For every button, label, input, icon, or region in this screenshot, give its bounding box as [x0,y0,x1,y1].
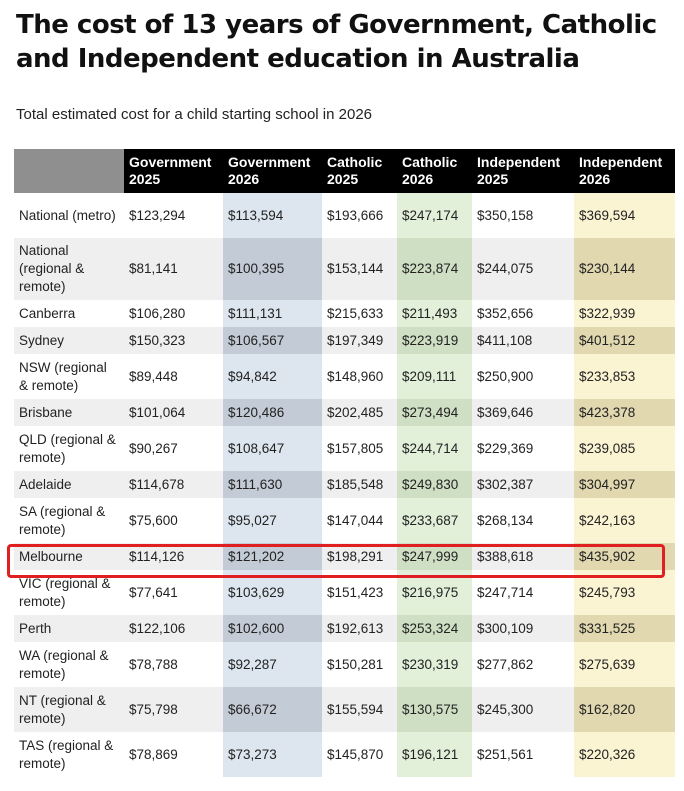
cost-cell: $92,287 [223,642,322,687]
cost-cell: $423,378 [574,399,675,426]
table-row [14,193,675,238]
cost-cell: $113,594 [223,193,322,238]
region-cell: NSW (regional & remote) [14,354,124,399]
table-row [14,615,675,642]
table-row [14,327,675,354]
region-cell: SA (regional & remote) [14,498,124,543]
cost-cell: $66,672 [223,687,322,732]
cost-cell: $95,027 [223,498,322,543]
header-government-2025: Government 2025 [124,149,223,193]
cost-cell: $352,656 [472,300,574,327]
region-cell: WA (regional & remote) [14,642,124,687]
cost-cell: $75,798 [124,687,223,732]
page-subtitle: Total estimated cost for a child starting school in 2026 [16,106,373,123]
cost-cell: $106,280 [124,300,223,327]
region-cell: Adelaide [14,471,124,498]
cost-cell: $114,678 [124,471,223,498]
table-row [14,426,675,471]
cost-cell: $148,960 [322,354,397,399]
cost-cell: $275,639 [574,642,675,687]
cost-cell: $223,874 [397,238,472,300]
cost-cell: $77,641 [124,570,223,615]
cost-cell: $130,575 [397,687,472,732]
cost-cell: $233,687 [397,498,472,543]
cost-cell: $247,714 [472,570,574,615]
cost-cell: $150,323 [124,327,223,354]
region-cell: NT (regional & remote) [14,687,124,732]
cost-cell: $89,448 [124,354,223,399]
cost-cell: $253,324 [397,615,472,642]
cost-cell: $247,999 [397,543,472,570]
cost-cell: $233,853 [574,354,675,399]
table-row [14,498,675,543]
cost-cell: $239,085 [574,426,675,471]
cost-cell: $242,163 [574,498,675,543]
cost-cell: $122,106 [124,615,223,642]
header-independent-2026: Independent 2026 [574,149,675,193]
cost-cell: $273,494 [397,399,472,426]
cost-cell: $153,144 [322,238,397,300]
header-catholic-2025: Catholic 2025 [322,149,397,193]
table-row [14,399,675,426]
cost-cell: $245,300 [472,687,574,732]
cost-cell: $120,486 [223,399,322,426]
cost-cell: $229,369 [472,426,574,471]
table-row [14,543,675,570]
cost-cell: $151,423 [322,570,397,615]
cost-cell: $401,512 [574,327,675,354]
region-cell: Melbourne [14,543,124,570]
page-title: The cost of 13 years of Government, Catholic and Independent education in Australia [16,10,657,74]
cost-cell: $102,600 [223,615,322,642]
cost-cell: $147,044 [322,498,397,543]
cost-cell: $350,158 [472,193,574,238]
cost-cell: $245,793 [574,570,675,615]
cost-cell: $157,805 [322,426,397,471]
cost-cell: $114,126 [124,543,223,570]
cost-cell: $81,141 [124,238,223,300]
region-cell: National (regional & remote) [14,238,124,300]
cost-cell: $198,291 [322,543,397,570]
cost-cell: $300,109 [472,615,574,642]
cost-cell: $78,788 [124,642,223,687]
cost-cell: $150,281 [322,642,397,687]
cost-cell: $331,525 [574,615,675,642]
cost-cell: $244,714 [397,426,472,471]
cost-cell: $215,633 [322,300,397,327]
region-cell: Sydney [14,327,124,354]
cost-cell: $192,613 [322,615,397,642]
cost-cell: $230,319 [397,642,472,687]
cost-cell: $435,902 [574,543,675,570]
cost-table [14,149,675,777]
cost-cell: $106,567 [223,327,322,354]
cost-cell: $108,647 [223,426,322,471]
region-cell: Perth [14,615,124,642]
cost-cell: $162,820 [574,687,675,732]
region-cell: National (metro) [14,193,124,238]
region-cell: Brisbane [14,399,124,426]
cost-cell: $268,134 [472,498,574,543]
cost-cell: $197,349 [322,327,397,354]
cost-cell: $75,600 [124,498,223,543]
region-cell: Canberra [14,300,124,327]
cost-cell: $202,485 [322,399,397,426]
cost-cell: $100,395 [223,238,322,300]
cost-cell: $90,267 [124,426,223,471]
table-row [14,687,675,732]
cost-cell: $78,869 [124,732,223,777]
cost-cell: $103,629 [223,570,322,615]
cost-cell: $220,326 [574,732,675,777]
cost-cell: $196,121 [397,732,472,777]
cost-cell: $230,144 [574,238,675,300]
cost-cell: $101,064 [124,399,223,426]
cost-cell: $73,273 [223,732,322,777]
table-row [14,471,675,498]
cost-cell: $302,387 [472,471,574,498]
region-cell: VIC (regional & remote) [14,570,124,615]
cost-cell: $193,666 [322,193,397,238]
header-government-2026: Government 2026 [223,149,322,193]
region-cell: TAS (regional & remote) [14,732,124,777]
cost-cell: $111,630 [223,471,322,498]
cost-cell: $94,842 [223,354,322,399]
cost-cell: $211,493 [397,300,472,327]
cost-cell: $250,900 [472,354,574,399]
table-row [14,570,675,615]
cost-cell: $111,131 [223,300,322,327]
cost-cell: $244,075 [472,238,574,300]
cost-cell: $249,830 [397,471,472,498]
table-row [14,642,675,687]
table-row [14,300,675,327]
cost-cell: $322,939 [574,300,675,327]
cost-cell: $369,646 [472,399,574,426]
header-row [14,149,675,193]
cost-cell: $121,202 [223,543,322,570]
cost-cell: $388,618 [472,543,574,570]
table-row [14,354,675,399]
cost-cell: $155,594 [322,687,397,732]
cost-cell: $369,594 [574,193,675,238]
cost-cell: $185,548 [322,471,397,498]
cost-cell: $145,870 [322,732,397,777]
header-corner [14,149,124,193]
cost-cell: $223,919 [397,327,472,354]
cost-cell: $209,111 [397,354,472,399]
region-cell: QLD (regional & remote) [14,426,124,471]
cost-cell: $304,997 [574,471,675,498]
cost-cell: $247,174 [397,193,472,238]
cost-cell: $277,862 [472,642,574,687]
table-row [14,238,675,300]
cost-cell: $411,108 [472,327,574,354]
header-catholic-2026: Catholic 2026 [397,149,472,193]
cost-cell: $123,294 [124,193,223,238]
cost-cell: $216,975 [397,570,472,615]
table-body [14,193,675,777]
table-row [14,732,675,777]
cost-cell: $251,561 [472,732,574,777]
header-independent-2025: Independent 2025 [472,149,574,193]
